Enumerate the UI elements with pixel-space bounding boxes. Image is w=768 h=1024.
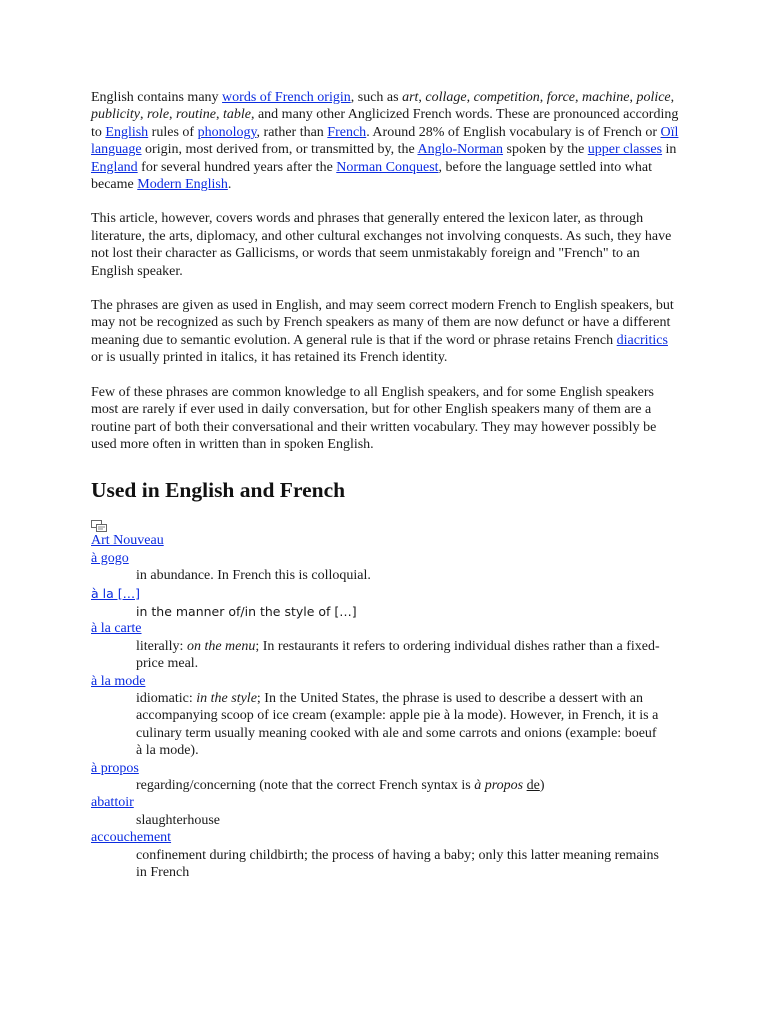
intro-paragraph-1: [91, 89, 681, 193]
text-run: in: [662, 142, 677, 158]
glossary-term: [91, 585, 681, 603]
term-link-abattoir[interactable]: abattoir: [91, 795, 134, 811]
link-french[interactable]: French: [327, 124, 367, 140]
example-word: collage: [425, 90, 467, 105]
term-link-a-gogo[interactable]: à gogo: [91, 550, 129, 566]
example-word: competition: [473, 90, 540, 105]
example-word: art: [402, 90, 419, 105]
glossary-term: [91, 620, 681, 637]
term-link-art-nouveau[interactable]: Art Nouveau: [91, 533, 164, 549]
glossary-definition: [136, 777, 666, 794]
link-norman-conquest[interactable]: Norman Conquest: [336, 159, 439, 175]
term-link-a-la-mode[interactable]: à la mode: [91, 673, 146, 689]
example-word: police: [636, 90, 671, 105]
glossary-definition: [136, 690, 666, 760]
italic-phrase: in the style: [196, 690, 257, 706]
example-word: table: [222, 107, 251, 123]
text-run: rules of: [148, 124, 198, 140]
document-page: [91, 89, 681, 881]
text-run: The phrases are given as used in English, and may seem correct modern French to English speakers, but may not be recognized as such by French speakers as many of them are now defunct or have a different meaning due to semantic evolution. A general rule is that if the word or phrase retains French: [91, 298, 674, 348]
italic-phrase: à propos: [474, 778, 524, 793]
text-run: ,: [418, 90, 426, 105]
example-word: role: [147, 107, 170, 123]
text-run: ): [539, 778, 545, 793]
link-england[interactable]: England: [91, 159, 138, 175]
example-word: machine: [582, 90, 630, 105]
text-run: or is usually printed in italics, it has retained its French identity.: [91, 350, 448, 366]
text-run: spoken by the: [503, 142, 588, 158]
text-run: ; In restaurants it refers to ordering individual dishes rather than a fixed-price meal.: [136, 638, 660, 672]
text-run: idiomatic:: [136, 690, 197, 706]
glossary-definition: [136, 638, 666, 673]
text-run: ,: [169, 107, 177, 123]
glossary-definition: slaughterhouse: [136, 812, 220, 828]
intro-paragraph-2: This article, however, covers words and phrases that generally entered the lexicon later, as through literature, the arts, diplomacy, and other cultural exchanges not involving conquests. As such, they have not lost their character as Gallicisms, or words that seem unmistakably foreign and "French" to an English speaker.: [91, 211, 672, 279]
glossary-definition: in abundance. In French this is colloquial.: [136, 568, 371, 584]
text-run: for several hundred years after the: [137, 159, 337, 175]
link-anglo-norman[interactable]: Anglo-Norman: [417, 142, 504, 158]
text-run: origin, most derived from, or transmitted by, the: [141, 142, 418, 158]
text-run: ,: [215, 107, 223, 123]
glossary-definition: in the manner of/in the style of […]: [136, 603, 357, 619]
text-run: ,: [670, 90, 675, 105]
glossary-term: [91, 829, 681, 846]
text-run: ; In the United States, the phrase is used to describe a dessert with an accompanying scoop of ice cream (example: apple pie à la mode). However, in French, it is a culinary term usually meaning cooked with ale and some carrots and onions (example: boeuf à la mode).: [136, 690, 659, 759]
text-run: , rather than: [256, 124, 328, 140]
text-run: , and many other Anglicized French words. These are pronounced according to: [91, 107, 679, 140]
text-run: , before the language settled into what became: [91, 159, 652, 193]
intro-paragraph-3: [91, 297, 681, 367]
example-word: routine: [176, 107, 216, 123]
term-link-a-la-carte[interactable]: à la carte: [91, 621, 142, 637]
glossary-definition: confinement during childbirth; the process of having a baby; only this latter meaning remains in French: [136, 847, 659, 881]
text-run: ,: [539, 90, 547, 105]
link-diacritics[interactable]: diacritics: [616, 332, 668, 348]
text-run: ,: [629, 90, 637, 105]
text-run: regarding/concerning (note that the correct French syntax is: [136, 778, 475, 793]
text-run: ,: [575, 90, 582, 105]
example-word: publicity: [91, 107, 140, 123]
text-run: .: [227, 177, 232, 193]
term-link-a-propos[interactable]: à propos: [91, 760, 139, 776]
term-link-accouchement[interactable]: accouchement: [91, 830, 172, 846]
link-modern-english[interactable]: Modern English: [137, 177, 228, 193]
text-run: literally:: [136, 638, 187, 654]
italic-phrase: on the menu: [186, 638, 256, 654]
image-placeholder-icon[interactable]: [91, 520, 107, 532]
text-run: , such as: [350, 90, 403, 105]
glossary-term: [91, 673, 681, 690]
link-phonology[interactable]: phonology: [197, 124, 257, 140]
glossary-list: [91, 532, 681, 881]
text-run: English contains many: [91, 90, 223, 105]
link-upper-classes[interactable]: upper classes: [587, 142, 663, 158]
link-de[interactable]: de: [526, 778, 540, 793]
glossary-term: [91, 794, 681, 811]
text-run: ,: [140, 107, 147, 123]
text-run: . Around 28% of English vocabulary is of French or: [366, 124, 661, 140]
example-word: force: [546, 90, 575, 105]
glossary-term: [91, 550, 681, 567]
glossary-term: [91, 532, 681, 549]
link-english[interactable]: English: [105, 124, 149, 140]
link-oil-language[interactable]: Oïl language: [91, 124, 679, 158]
intro-paragraph-4: Few of these phrases are common knowledge to all English speakers, and for some English speakers most are rarely if ever used in daily conversation, but for other English speakers many of them are a routine part of both their conversational and their written vocabulary. They may however possibly be used more often in written than in spoken English.: [91, 384, 657, 452]
text-run: ,: [466, 90, 474, 105]
section-heading: Used in English and French: [91, 478, 346, 503]
term-link-a-la[interactable]: à la […]: [91, 585, 140, 601]
glossary-term: [91, 760, 681, 777]
link-words-of-french-origin[interactable]: words of French origin: [222, 90, 351, 105]
